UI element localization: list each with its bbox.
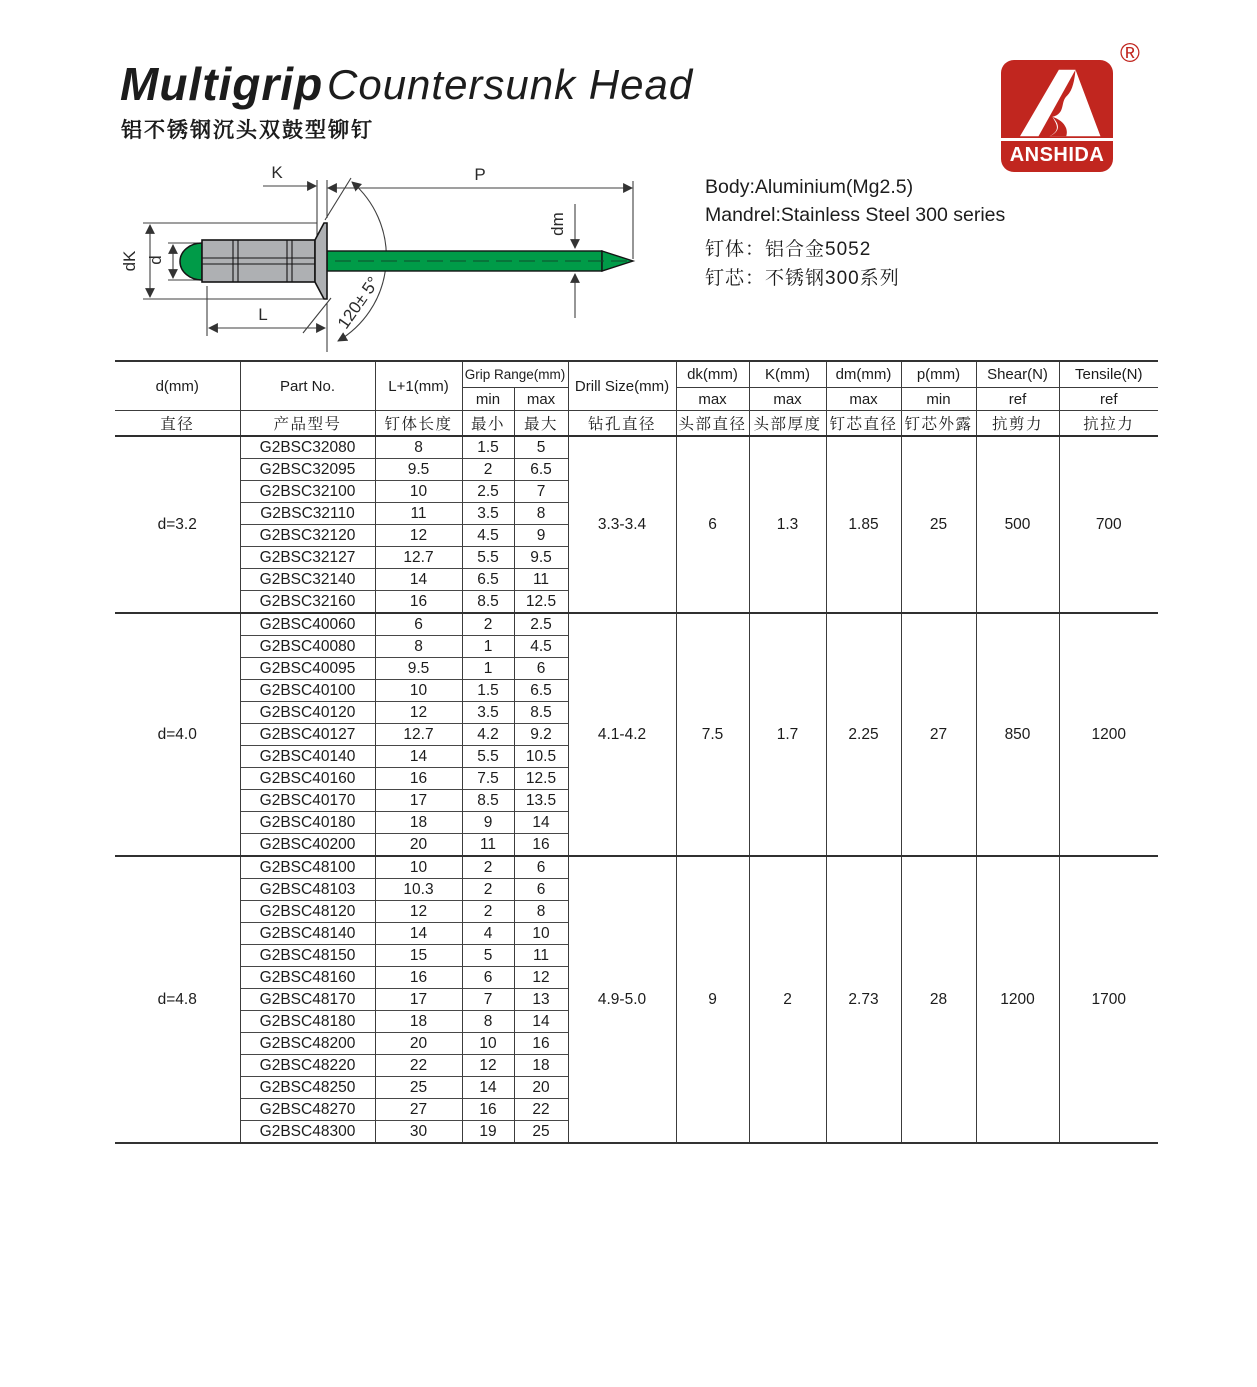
material-body-zh: 钉体：铝合金5052 (705, 239, 872, 261)
col-header-shear: Shear(N) (976, 361, 1059, 388)
drill-size-cell: 4.9-5.0 (568, 856, 676, 1143)
length-cell: 14 (375, 569, 462, 591)
grip-max-cell: 9 (514, 525, 568, 547)
part-no-cell: G2BSC32120 (240, 525, 375, 547)
grip-max-cell: 18 (514, 1055, 568, 1077)
part-no-cell: G2BSC40180 (240, 812, 375, 834)
dim-label-l: L (258, 305, 268, 324)
grip-min-cell: 8.5 (462, 591, 514, 614)
grip-max-cell: 13 (514, 989, 568, 1011)
col-header-drill-zh: 钻孔直径 (568, 411, 676, 437)
grip-max-cell: 8 (514, 503, 568, 525)
dk-cell: 9 (676, 856, 749, 1143)
part-no-cell: G2BSC32110 (240, 503, 375, 525)
dm-cell: 2.25 (826, 613, 901, 856)
length-cell: 8 (375, 436, 462, 459)
grip-max-cell: 12 (514, 967, 568, 989)
length-cell: 12 (375, 702, 462, 724)
col-header-length-zh: 钉体长度 (375, 411, 462, 437)
length-cell: 18 (375, 1011, 462, 1033)
col-header-shear-zh: 抗剪力 (976, 411, 1059, 437)
grip-min-cell: 6.5 (462, 569, 514, 591)
part-no-cell: G2BSC40200 (240, 834, 375, 857)
grip-min-cell: 9 (462, 812, 514, 834)
length-cell: 18 (375, 812, 462, 834)
spec-row (115, 613, 1158, 636)
grip-min-cell: 8 (462, 1011, 514, 1033)
length-cell: 20 (375, 1033, 462, 1055)
d-size-cell: d=4.0 (115, 613, 240, 856)
col-header-grip: Grip Range(mm) (462, 361, 568, 388)
part-no-cell: G2BSC32100 (240, 481, 375, 503)
part-no-cell: G2BSC32127 (240, 547, 375, 569)
grip-min-cell: 2 (462, 856, 514, 879)
dim-label-p: P (474, 165, 486, 184)
drill-size-cell: 4.1-4.2 (568, 613, 676, 856)
length-cell: 14 (375, 923, 462, 945)
part-no-cell: G2BSC40080 (240, 636, 375, 658)
spec-table-body (115, 436, 1158, 1143)
grip-min-cell: 4.5 (462, 525, 514, 547)
part-no-cell: G2BSC48160 (240, 967, 375, 989)
length-cell: 20 (375, 834, 462, 857)
grip-max-cell: 5 (514, 436, 568, 459)
length-cell: 10.3 (375, 879, 462, 901)
dm-cell: 2.73 (826, 856, 901, 1143)
grip-max-cell: 16 (514, 834, 568, 857)
grip-min-cell: 7.5 (462, 768, 514, 790)
part-no-cell: G2BSC40160 (240, 768, 375, 790)
grip-max-cell: 14 (514, 812, 568, 834)
material-mandrel-zh: 钉芯：不锈钢300系列 (705, 268, 900, 290)
header-row-en (115, 361, 1158, 388)
grip-min-cell: 2 (462, 901, 514, 923)
length-cell: 27 (375, 1099, 462, 1121)
part-no-cell: G2BSC48170 (240, 989, 375, 1011)
col-header-grip-min-zh: 最小 (462, 411, 514, 437)
material-body-en: Body:Aluminium(Mg2.5) (705, 176, 914, 198)
grip-max-cell: 6 (514, 856, 568, 879)
col-subheader-dk: max (676, 388, 749, 411)
part-no-cell: G2BSC48180 (240, 1011, 375, 1033)
col-header-d-zh: 直径 (115, 411, 240, 437)
grip-max-cell: 14 (514, 1011, 568, 1033)
col-subheader-k: max (749, 388, 826, 411)
grip-max-cell: 9.2 (514, 724, 568, 746)
grip-max-cell: 25 (514, 1121, 568, 1144)
drill-size-cell: 3.3-3.4 (568, 436, 676, 613)
col-header-p: p(mm) (901, 361, 976, 388)
grip-max-cell: 4.5 (514, 636, 568, 658)
grip-max-cell: 6.5 (514, 459, 568, 481)
grip-max-cell: 6 (514, 658, 568, 680)
k-cell: 2 (749, 856, 826, 1143)
length-cell: 15 (375, 945, 462, 967)
p-cell: 25 (901, 436, 976, 613)
col-header-dk-zh: 头部直径 (676, 411, 749, 437)
dim-label-k: K (271, 163, 283, 182)
length-cell: 25 (375, 1077, 462, 1099)
length-cell: 16 (375, 591, 462, 614)
shear-cell: 850 (976, 613, 1059, 856)
d-size-cell: d=4.8 (115, 856, 240, 1143)
grip-min-cell: 1 (462, 658, 514, 680)
col-header-p-zh: 钉芯外露 (901, 411, 976, 437)
length-cell: 17 (375, 989, 462, 1011)
grip-min-cell: 3.5 (462, 702, 514, 724)
registered-trademark-icon: ® (1120, 38, 1140, 68)
grip-min-cell: 4 (462, 923, 514, 945)
col-header-grip-max-zh: 最大 (514, 411, 568, 437)
col-subheader-tensile: ref (1059, 388, 1158, 411)
part-no-cell: G2BSC32160 (240, 591, 375, 614)
col-subheader-dm: max (826, 388, 901, 411)
col-subheader-p: min (901, 388, 976, 411)
length-cell: 30 (375, 1121, 462, 1144)
grip-min-cell: 16 (462, 1099, 514, 1121)
part-no-cell: G2BSC40170 (240, 790, 375, 812)
col-subheader-grip-max: max (514, 388, 568, 411)
part-no-cell: G2BSC40100 (240, 680, 375, 702)
part-no-cell: G2BSC48270 (240, 1099, 375, 1121)
length-cell: 10 (375, 680, 462, 702)
col-header-dm: dm(mm) (826, 361, 901, 388)
length-cell: 9.5 (375, 459, 462, 481)
material-notes (705, 174, 1005, 293)
tensile-cell: 700 (1059, 436, 1158, 613)
col-header-dm-zh: 钉芯直径 (826, 411, 901, 437)
col-header-d: d(mm) (115, 361, 240, 411)
col-header-length: L+1(mm) (375, 361, 462, 411)
spec-table (115, 360, 1158, 1144)
length-cell: 12 (375, 525, 462, 547)
grip-max-cell: 12.5 (514, 591, 568, 614)
grip-max-cell: 2.5 (514, 613, 568, 636)
dim-label-d: d (146, 255, 165, 265)
grip-min-cell: 2 (462, 613, 514, 636)
grip-min-cell: 12 (462, 1055, 514, 1077)
grip-min-cell: 6 (462, 967, 514, 989)
col-header-dk: dk(mm) (676, 361, 749, 388)
spec-row (115, 856, 1158, 879)
grip-min-cell: 2 (462, 459, 514, 481)
grip-max-cell: 10 (514, 923, 568, 945)
shear-cell: 500 (976, 436, 1059, 613)
length-cell: 16 (375, 967, 462, 989)
part-no-cell: G2BSC48103 (240, 879, 375, 901)
grip-min-cell: 19 (462, 1121, 514, 1144)
col-header-k-zh: 头部厚度 (749, 411, 826, 437)
part-no-cell: G2BSC48250 (240, 1077, 375, 1099)
grip-max-cell: 6 (514, 879, 568, 901)
grip-max-cell: 10.5 (514, 746, 568, 768)
length-cell: 8 (375, 636, 462, 658)
length-cell: 22 (375, 1055, 462, 1077)
dk-cell: 6 (676, 436, 749, 613)
length-cell: 10 (375, 481, 462, 503)
dim-label-dk: dK (120, 250, 139, 272)
col-header-part-zh: 产品型号 (240, 411, 375, 437)
spec-row (115, 436, 1158, 459)
k-cell: 1.7 (749, 613, 826, 856)
part-no-cell: G2BSC40127 (240, 724, 375, 746)
grip-min-cell: 3.5 (462, 503, 514, 525)
length-cell: 17 (375, 790, 462, 812)
grip-max-cell: 22 (514, 1099, 568, 1121)
grip-max-cell: 7 (514, 481, 568, 503)
part-no-cell: G2BSC48150 (240, 945, 375, 967)
grip-min-cell: 1.5 (462, 436, 514, 459)
length-cell: 10 (375, 856, 462, 879)
grip-min-cell: 2.5 (462, 481, 514, 503)
dm-cell: 1.85 (826, 436, 901, 613)
dim-label-angle: 120± 5° (333, 273, 384, 333)
grip-max-cell: 20 (514, 1077, 568, 1099)
grip-max-cell: 12.5 (514, 768, 568, 790)
grip-min-cell: 4.2 (462, 724, 514, 746)
length-cell: 6 (375, 613, 462, 636)
logo-a-icon (1009, 66, 1105, 140)
part-no-cell: G2BSC40060 (240, 613, 375, 636)
mandrel-head-dome (180, 243, 202, 280)
page-title-product: Countersunk Head (327, 61, 694, 108)
page-subtitle-zh: 铝不锈钢沉头双鼓型铆钉 (121, 119, 374, 142)
grip-min-cell: 1.5 (462, 680, 514, 702)
rivet-body (202, 240, 315, 282)
grip-min-cell: 1 (462, 636, 514, 658)
grip-min-cell: 11 (462, 834, 514, 857)
length-cell: 16 (375, 768, 462, 790)
length-cell: 14 (375, 746, 462, 768)
part-no-cell: G2BSC48140 (240, 923, 375, 945)
grip-min-cell: 14 (462, 1077, 514, 1099)
part-no-cell: G2BSC48220 (240, 1055, 375, 1077)
d-size-cell: d=3.2 (115, 436, 240, 613)
grip-min-cell: 5 (462, 945, 514, 967)
col-subheader-grip-min: min (462, 388, 514, 411)
part-no-cell: G2BSC40140 (240, 746, 375, 768)
material-mandrel-en: Mandrel:Stainless Steel 300 series (705, 203, 1006, 226)
col-header-part: Part No. (240, 361, 375, 411)
part-no-cell: G2BSC48200 (240, 1033, 375, 1055)
col-header-tensile-zh: 抗拉力 (1059, 411, 1158, 437)
grip-max-cell: 9.5 (514, 547, 568, 569)
tensile-cell: 1200 (1059, 613, 1158, 856)
grip-min-cell: 8.5 (462, 790, 514, 812)
grip-min-cell: 5.5 (462, 547, 514, 569)
part-no-cell: G2BSC40120 (240, 702, 375, 724)
grip-min-cell: 10 (462, 1033, 514, 1055)
logo-brand-text: ANSHIDA (1001, 138, 1113, 167)
rivet-technical-drawing (95, 156, 695, 356)
col-header-drill: Drill Size(mm) (568, 361, 676, 411)
grip-min-cell: 7 (462, 989, 514, 1011)
part-no-cell: G2BSC32080 (240, 436, 375, 459)
tensile-cell: 1700 (1059, 856, 1158, 1143)
grip-max-cell: 8.5 (514, 702, 568, 724)
part-no-cell: G2BSC48300 (240, 1121, 375, 1144)
page-title-brand: Multigrip (120, 58, 324, 110)
shear-cell: 1200 (976, 856, 1059, 1143)
length-cell: 11 (375, 503, 462, 525)
length-cell: 12 (375, 901, 462, 923)
part-no-cell: G2BSC48100 (240, 856, 375, 879)
part-no-cell: G2BSC40095 (240, 658, 375, 680)
length-cell: 9.5 (375, 658, 462, 680)
length-cell: 12.7 (375, 724, 462, 746)
p-cell: 28 (901, 856, 976, 1143)
grip-max-cell: 6.5 (514, 680, 568, 702)
part-no-cell: G2BSC32140 (240, 569, 375, 591)
header-row-zh (115, 411, 1158, 437)
grip-max-cell: 13.5 (514, 790, 568, 812)
dim-label-dm: dm (548, 212, 567, 236)
length-cell: 12.7 (375, 547, 462, 569)
col-header-k: K(mm) (749, 361, 826, 388)
grip-min-cell: 2 (462, 879, 514, 901)
grip-max-cell: 16 (514, 1033, 568, 1055)
grip-max-cell: 8 (514, 901, 568, 923)
part-no-cell: G2BSC32095 (240, 459, 375, 481)
part-no-cell: G2BSC48120 (240, 901, 375, 923)
col-subheader-shear: ref (976, 388, 1059, 411)
grip-min-cell: 5.5 (462, 746, 514, 768)
grip-max-cell: 11 (514, 945, 568, 967)
p-cell: 27 (901, 613, 976, 856)
grip-max-cell: 11 (514, 569, 568, 591)
dk-cell: 7.5 (676, 613, 749, 856)
anshida-logo (1001, 60, 1113, 172)
col-header-tensile: Tensile(N) (1059, 361, 1158, 388)
k-cell: 1.3 (749, 436, 826, 613)
